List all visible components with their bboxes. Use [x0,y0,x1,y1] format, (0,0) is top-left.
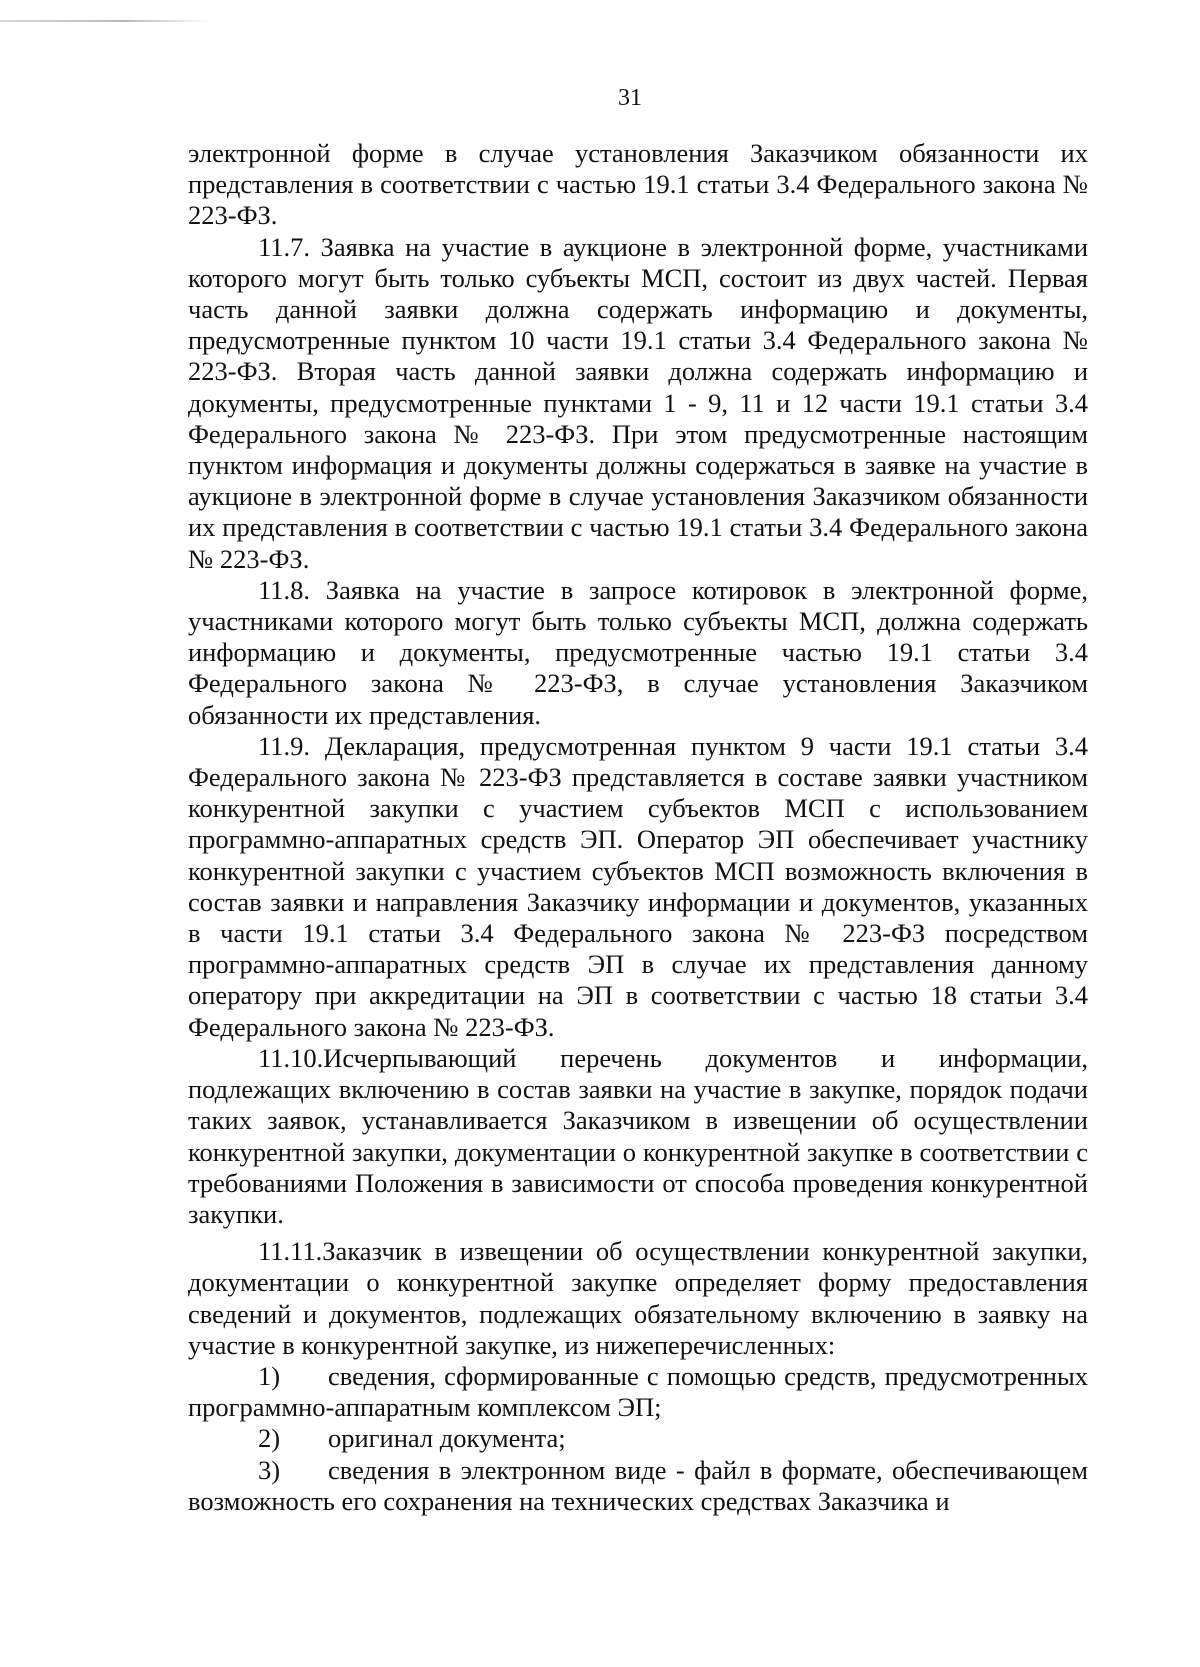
list-item-text: сведения в электронном виде - файл в формате, обеспечивающем возможность его сохранения на технических средствах Заказчика и [188,1454,1088,1516]
paragraph-11-11: 11.11.Заказчик в извещении об осуществлении конкурентной закупки, документации о конкурентной закупке определяет форму предоставления сведений и документов, подлежащих обязательному включению в заявку на участие в конкурентной закупке, из нижеперечисленных: [188,1236,1088,1360]
paragraph-11-7: 11.7. Заявка на участие в аукционе в электронной форме, участниками которого могут быть только субъекты МСП, состоит из двух частей. Первая часть данной заявки должна содержать информацию и документы, предусмотренные пунктом 10 части 19.1 статьи 3.4 Федерального закона № 223-ФЗ. Вторая часть данной заявки должна содержать информацию и документы, предусмотренные пунктами 1 - 9, 11 и 12 части 19.1 статьи 3.4 Федерального закона № 223-ФЗ. При этом предусмотренные настоящим пунктом информация и документы должны содержаться в заявке на участие в аукционе в электронной форме в случае установления Заказчиком обязанности их представления в соответствии с частью 19.1 статьи 3.4 Федерального закона № 223-ФЗ. [188,231,1088,574]
scan-artifact-line [0,20,210,22]
paragraph-11-8: 11.8. Заявка на участие в запросе котировок в электронной форме, участниками которого могут быть только субъекты МСП, должна содержать информацию и документы, предусмотренные частью 19.1 статьи 3.4 Федерального закона № 223-ФЗ, в случае установления Заказчиком обязанности их представления. [188,574,1088,730]
list-item [188,1361,1088,1423]
paragraph-11-10: 11.10.Исчерпывающий перечень документов и информации, подлежащих включению в состав заявки на участие в закупке, порядок подачи таких заявок, устанавливается Заказчиком в извещении об осуществлении конкурентной закупки, документации о конкурентной закупке в соответствии с требованиями Положения в зависимости от способа проведения конкурентной закупки. [188,1042,1088,1229]
list-item-text: оригинал документа; [328,1423,566,1454]
list-item-number: 1) [258,1360,281,1391]
document-body [188,138,1088,1517]
paragraph-continuation: электронной форме в случае установления Заказчиком обязанности их представления в соответствии с частью 19.1 статьи 3.4 Федерального закона № 223-ФЗ. [188,138,1088,231]
list-item-text: сведения, сформированные с помощью средств, предусмотренных программно-аппаратным комплексом ЭП; [188,1360,1088,1423]
list-item [188,1423,1088,1454]
list-item-number: 2) [258,1423,281,1454]
paragraph-11-9: 11.9. Декларация, предусмотренная пунктом 9 части 19.1 статьи 3.4 Федерального закона № 223-ФЗ представляется в составе заявки участником конкурентной закупки с участием субъектов МСП с использованием программно-аппаратных средств ЭП. Оператор ЭП обеспечивает участнику конкурентной закупки с участием субъектов МСП возможность включения в состав заявки и направления Заказчику информации и документов, указанных в части 19.1 статьи 3.4 Федерального закона № 223-ФЗ посредством программно-аппаратных средств ЭП в случае их представления данному оператору при аккредитации на ЭП в соответствии с частью 18 статьи 3.4 Федерального закона № 223-ФЗ. [188,730,1088,1042]
page-number: 31 [618,85,642,111]
list-item-number: 3) [258,1454,281,1485]
list-item [188,1455,1088,1517]
